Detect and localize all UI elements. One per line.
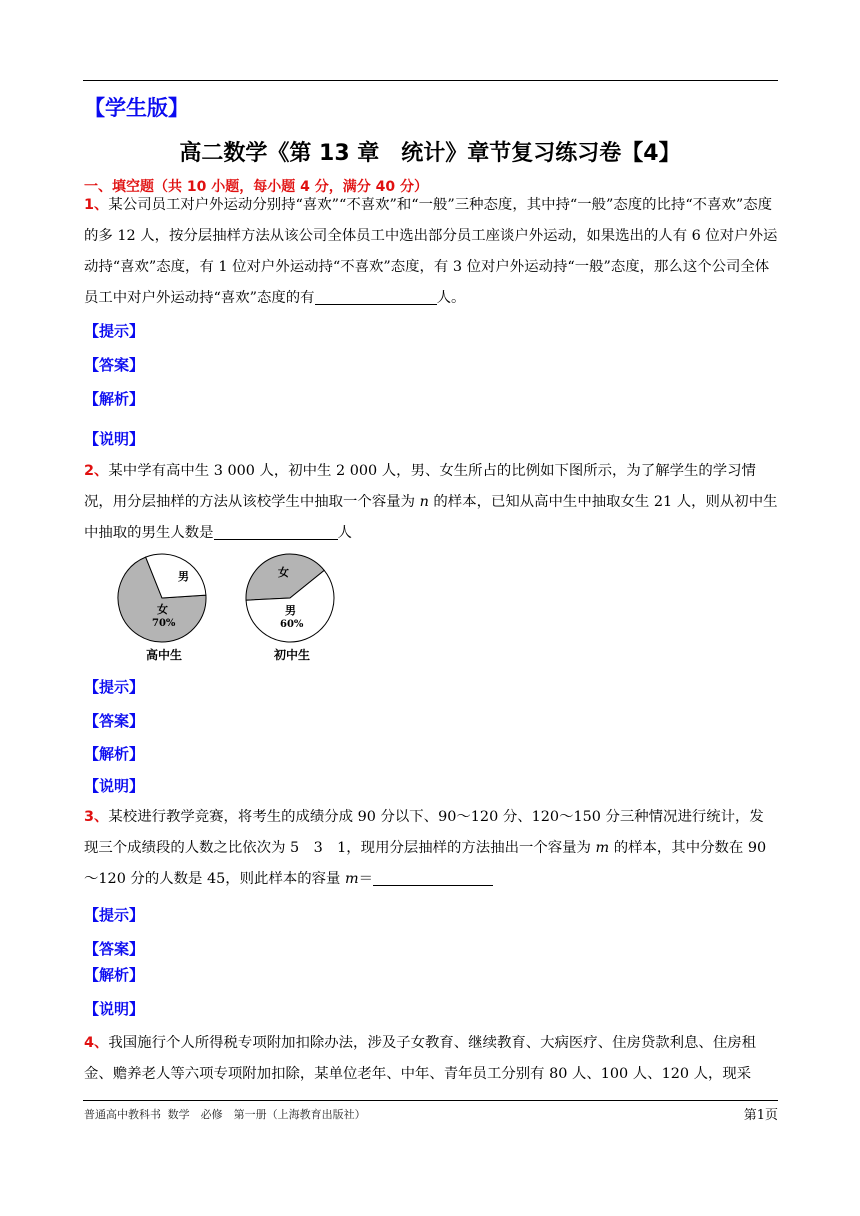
question-tail: 人。 xyxy=(436,290,466,306)
section-heading: 一、填空题（共 10 小题，每小题 4 分，满分 40 分） xyxy=(84,179,428,195)
pie-label-high-female-pct: 70% xyxy=(152,618,176,629)
footer-book-info: 普通高中教科书 数学 必修 第一册（上海教育出版社） xyxy=(84,1108,366,1121)
hint-label: 【提示】 xyxy=(84,322,145,340)
question-1 xyxy=(84,190,778,314)
footer-rule xyxy=(83,1100,778,1101)
question-text: 某中学有高中生 3 000 人，初中生 2 000 人，男、女生所占的比例如下图所示，为了解学生的学习情况，用分层抽样的方法从该校学生中抽取一个容量为 xyxy=(84,463,756,510)
question-text: 某公司员工对户外运动分别持“喜欢”“不喜欢”和“一般”三种态度，其中持“一般”态度的比持“不喜欢”态度的多 12 人，按分层抽样方法从该公司全体员工中选出部分员工座谈户外运动，如果选出的人有 6 位对户外运动持“喜欢”态度，有 1 位对户外运动持“不喜欢”态度，有 3 位对户外运动持“一般”态度，那么这个公司全体员工中对户外运动持“喜欢”态度的有 xyxy=(84,197,778,306)
pie-label-high-female: 女 xyxy=(157,603,168,616)
pie-label-middle-male-pct: 60% xyxy=(280,619,304,630)
equals-sign: ＝ xyxy=(358,871,374,887)
question-text-cont: 的样本，已知从高中生中抽取女生 21 人，则从初中生中抽取的男生人数是 xyxy=(84,494,778,541)
hint-label: 【提示】 xyxy=(84,678,145,696)
variable-m: m xyxy=(595,840,610,856)
note-label: 【说明】 xyxy=(84,430,145,448)
page-title: 高二数学《第 13 章 统计》章节复习练习卷【4】 xyxy=(179,141,681,166)
question-number: 4、 xyxy=(84,1035,109,1051)
pie-caption-high: 高中生 xyxy=(146,648,183,662)
pie-label-middle-male: 男 xyxy=(285,604,296,617)
question-tail: 人 xyxy=(337,525,352,541)
question-text: 我国施行个人所得税专项附加扣除办法，涉及子女教育、继续教育、大病医疗、住房贷款利息、住房租金、赡养老人等六项专项附加扣除，某单位老年、中年、青年员工分别有 80 人、100 人、120 人，现采 xyxy=(84,1035,756,1082)
question-text: 某校进行教学竞赛，将考生的成绩分成 90 分以下、90～120 分、120～150 分三种情况进行统计，发现三个成绩段的人数之比依次为 5 3 1，现用分层抽样的方法抽出一个容量为 xyxy=(84,809,764,856)
question-number: 2、 xyxy=(84,463,109,479)
answer-blank[interactable] xyxy=(315,290,437,305)
question-text-cont: 的样本，其中分数在 90～120 分的人数是 45，则此样本的容量 xyxy=(84,840,767,887)
answer-label: 【答案】 xyxy=(84,940,145,958)
question-3 xyxy=(84,802,778,895)
analysis-label: 【解析】 xyxy=(84,745,145,763)
question-number: 1、 xyxy=(84,197,109,213)
note-label: 【说明】 xyxy=(84,777,145,795)
answer-blank[interactable] xyxy=(214,525,338,540)
page-number: 第1页 xyxy=(743,1108,778,1123)
hint-label: 【提示】 xyxy=(84,906,145,924)
question-2 xyxy=(84,456,778,549)
note-label: 【说明】 xyxy=(84,1000,145,1018)
pie-caption-middle: 初中生 xyxy=(274,648,311,662)
header-rule xyxy=(83,80,778,81)
question-number: 3、 xyxy=(84,809,109,825)
answer-label: 【答案】 xyxy=(84,356,145,374)
answer-blank[interactable] xyxy=(373,871,493,886)
question-4 xyxy=(84,1028,778,1090)
pie-label-middle-female: 女 xyxy=(278,566,289,579)
variable-m: m xyxy=(344,871,359,887)
variable-n: n xyxy=(419,494,429,510)
analysis-label: 【解析】 xyxy=(84,390,145,408)
pie-chart-middle-school xyxy=(240,552,350,664)
pie-label-high-male: 男 xyxy=(178,570,189,583)
analysis-label: 【解析】 xyxy=(84,966,145,984)
edition-label: 【学生版】 xyxy=(84,96,189,120)
pie-chart-high-school xyxy=(112,552,222,664)
answer-label: 【答案】 xyxy=(84,712,145,730)
